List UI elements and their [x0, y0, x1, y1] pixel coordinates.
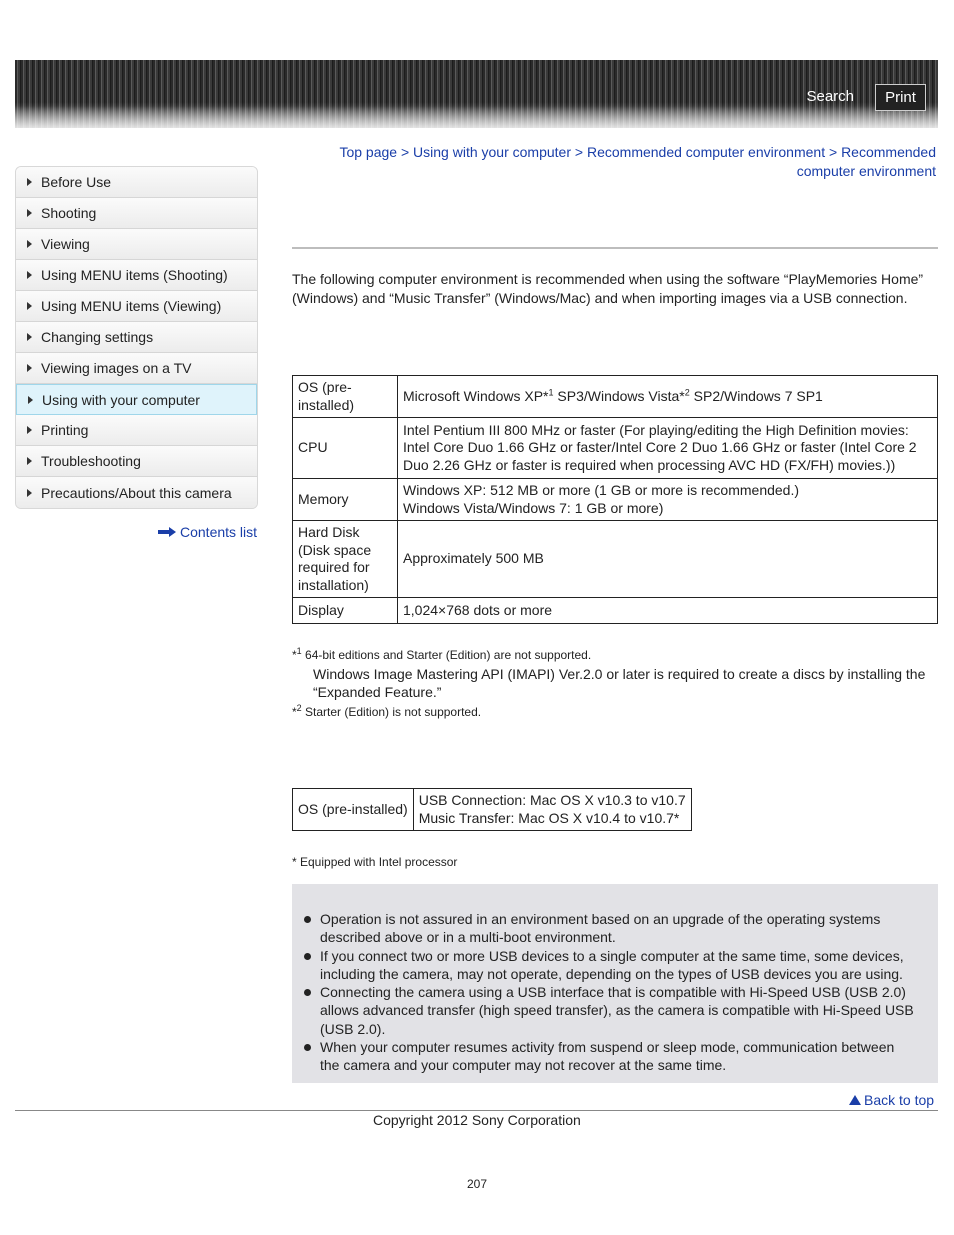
search-button[interactable]: Search	[806, 88, 854, 105]
back-to-top-label: Back to top	[864, 1092, 935, 1108]
table-row	[293, 418, 938, 479]
sidebar-item-label: Using MENU items (Viewing)	[41, 298, 222, 314]
table-row	[293, 376, 938, 418]
sidebar-item-label: Viewing images on a TV	[41, 360, 192, 376]
footnote-text: Starter (Edition) is not supported.	[301, 705, 482, 719]
display-label-cell: Display	[293, 598, 398, 624]
arrow-right-icon	[27, 426, 32, 434]
sidebar-item-label: Precautions/About this camera	[41, 484, 232, 501]
os-value-part: SP2/Windows 7 SP1	[689, 387, 823, 404]
list-item: Operation is not assured in an environment based on an upgrade of the operating systems described above or in a multi-boot environment.	[302, 910, 917, 947]
footnote-1	[292, 648, 591, 663]
memory-line: Windows XP: 512 MB or more (1 GB or more is recommended.)	[403, 482, 800, 498]
table-row	[293, 479, 938, 521]
arrow-right-icon	[27, 333, 32, 341]
sidebar-item-label: Printing	[41, 422, 89, 438]
notes-box	[292, 884, 938, 1083]
mac-requirements-table	[292, 788, 692, 831]
list-item: When your computer resumes activity from suspend or sleep mode, communication between the camera and your computer may not recover at the same time.	[302, 1038, 917, 1075]
arrow-right-icon	[27, 457, 32, 465]
mac-os-line: USB Connection: Mac OS X v10.3 to v10.7	[418, 792, 686, 808]
cpu-value-cell: Intel Pentium III 800 MHz or faster (For playing/editing the High Definition movies: Intel Core Duo 1.66 GHz or faster/Intel Core 2 Duo 1.66 GHz or faster (Intel Core 2 Duo 2.26 GHz or faster is required when processing AVC HD (FX/FH) movies.))	[398, 418, 938, 479]
arrow-right-icon	[27, 364, 32, 372]
breadcrumb-using-computer[interactable]: Using with your computer	[413, 144, 571, 160]
breadcrumb-recommended-env[interactable]: Recommended computer environment	[586, 144, 826, 160]
table-row	[293, 789, 692, 831]
sidebar-item-label: Changing settings	[41, 329, 154, 345]
footnote-number: 1	[296, 646, 302, 656]
memory-value-cell	[398, 479, 938, 521]
footnote-number: 2	[296, 703, 302, 713]
table-row	[293, 598, 938, 624]
sidebar-item-precautions[interactable]	[16, 477, 257, 508]
sidebar-item-label: Viewing	[41, 236, 90, 252]
sidebar-item-shooting[interactable]	[16, 198, 257, 229]
notes-list	[302, 910, 917, 1075]
arrow-right-icon	[27, 209, 32, 217]
list-item: Connecting the camera using a USB interface that is compatible with Hi-Speed USB (USB 2.0) allows advanced transfer (high speed transfer), as the camera is compatible with Hi-Speed USB (USB 2.0).	[302, 983, 917, 1038]
footnote-1-extra: Windows Image Mastering API (IMAPI) Ver.2.0 or later is required to create a discs by installing the “Expanded Feature.”	[313, 666, 926, 700]
title-divider	[292, 247, 938, 249]
copyright-text: Copyright 2012 Sony Corporation	[373, 1112, 581, 1128]
arrow-right-icon	[158, 528, 175, 536]
footnote-text: 64-bit editions and Starter (Edition) are not supported.	[301, 648, 592, 662]
footer-divider	[15, 1110, 938, 1111]
footnote-2	[292, 705, 481, 720]
breadcrumb-separator: >	[574, 144, 584, 160]
windows-requirements-table	[292, 375, 938, 624]
footnote-mark: *	[292, 705, 297, 719]
footnote-ref: 2	[684, 387, 690, 398]
sidebar-item-viewing[interactable]	[16, 229, 257, 260]
sidebar-item-changing-settings[interactable]	[16, 322, 257, 353]
contents-list-label: Contents list	[180, 524, 258, 540]
page-number: 207	[466, 1177, 488, 1191]
table-row	[293, 521, 938, 598]
os-label-cell: OS (pre-installed)	[293, 376, 398, 418]
arrow-right-icon	[27, 178, 32, 186]
footnote-ref: 1	[548, 387, 554, 398]
sidebar-item-printing[interactable]	[16, 415, 257, 446]
mac-os-value-cell	[413, 789, 691, 831]
sidebar-item-troubleshooting[interactable]	[16, 446, 257, 477]
os-value-part: SP3/Windows Vista*	[553, 387, 685, 404]
display-value-cell: 1,024×768 dots or more	[398, 598, 938, 624]
sidebar-item-label: Before Use	[41, 174, 112, 190]
breadcrumb-separator: >	[828, 144, 838, 160]
sidebar-item-label: Troubleshooting	[41, 453, 141, 469]
print-button[interactable]: Print	[875, 84, 926, 111]
mac-footnote: * Equipped with Intel processor	[292, 855, 458, 869]
sidebar-item-menu-viewing[interactable]	[16, 291, 257, 322]
os-value-part: Microsoft Windows XP*	[403, 387, 549, 404]
disk-label-cell: Hard Disk (Disk space required for installation)	[293, 521, 398, 598]
memory-line: Windows Vista/Windows 7: 1 GB or more)	[403, 499, 664, 516]
arrow-right-icon	[28, 396, 33, 404]
breadcrumb-current[interactable]: Recommended computer environment	[796, 144, 936, 179]
sidebar-nav	[15, 166, 258, 509]
memory-label-cell: Memory	[293, 479, 398, 521]
arrow-right-icon	[27, 271, 32, 279]
breadcrumb-top-page[interactable]: Top page	[339, 144, 398, 160]
breadcrumb	[300, 143, 936, 181]
arrow-right-icon	[27, 240, 32, 248]
list-item: If you connect two or more USB devices to a single computer at the same time, some devices, including the camera, may not operate, depending on the types of USB devices you are using.	[302, 947, 917, 984]
footnote-mark: *	[292, 648, 297, 662]
sidebar-item-label: Using with your computer	[42, 391, 200, 408]
sidebar-item-before-use[interactable]	[16, 167, 257, 198]
sidebar-item-label: Using MENU items (Shooting)	[41, 267, 228, 283]
back-to-top-link[interactable]	[849, 1092, 934, 1108]
intro-paragraph: The following computer environment is recommended when using the software “PlayMemories Home” (Windows) and “Music Transfer” (Windows/Mac) and when importing images via a USB connection.	[292, 271, 924, 306]
contents-list-link[interactable]	[158, 524, 257, 540]
sidebar-item-viewing-tv[interactable]	[16, 353, 257, 384]
header-bar	[15, 60, 938, 128]
os-value-cell	[398, 376, 938, 418]
arrow-right-icon	[27, 489, 32, 497]
sidebar-item-menu-shooting[interactable]	[16, 260, 257, 291]
disk-value-cell: Approximately 500 MB	[398, 521, 938, 598]
sidebar-item-label: Shooting	[41, 205, 97, 221]
mac-os-line: Music Transfer: Mac OS X v10.4 to v10.7*	[418, 809, 680, 826]
sidebar-item-using-computer[interactable]	[16, 384, 257, 415]
arrow-up-icon	[849, 1095, 861, 1105]
arrow-right-icon	[27, 302, 32, 310]
cpu-label-cell: CPU	[293, 418, 398, 479]
mac-os-label-cell: OS (pre-installed)	[293, 789, 414, 831]
breadcrumb-separator: >	[400, 144, 410, 160]
